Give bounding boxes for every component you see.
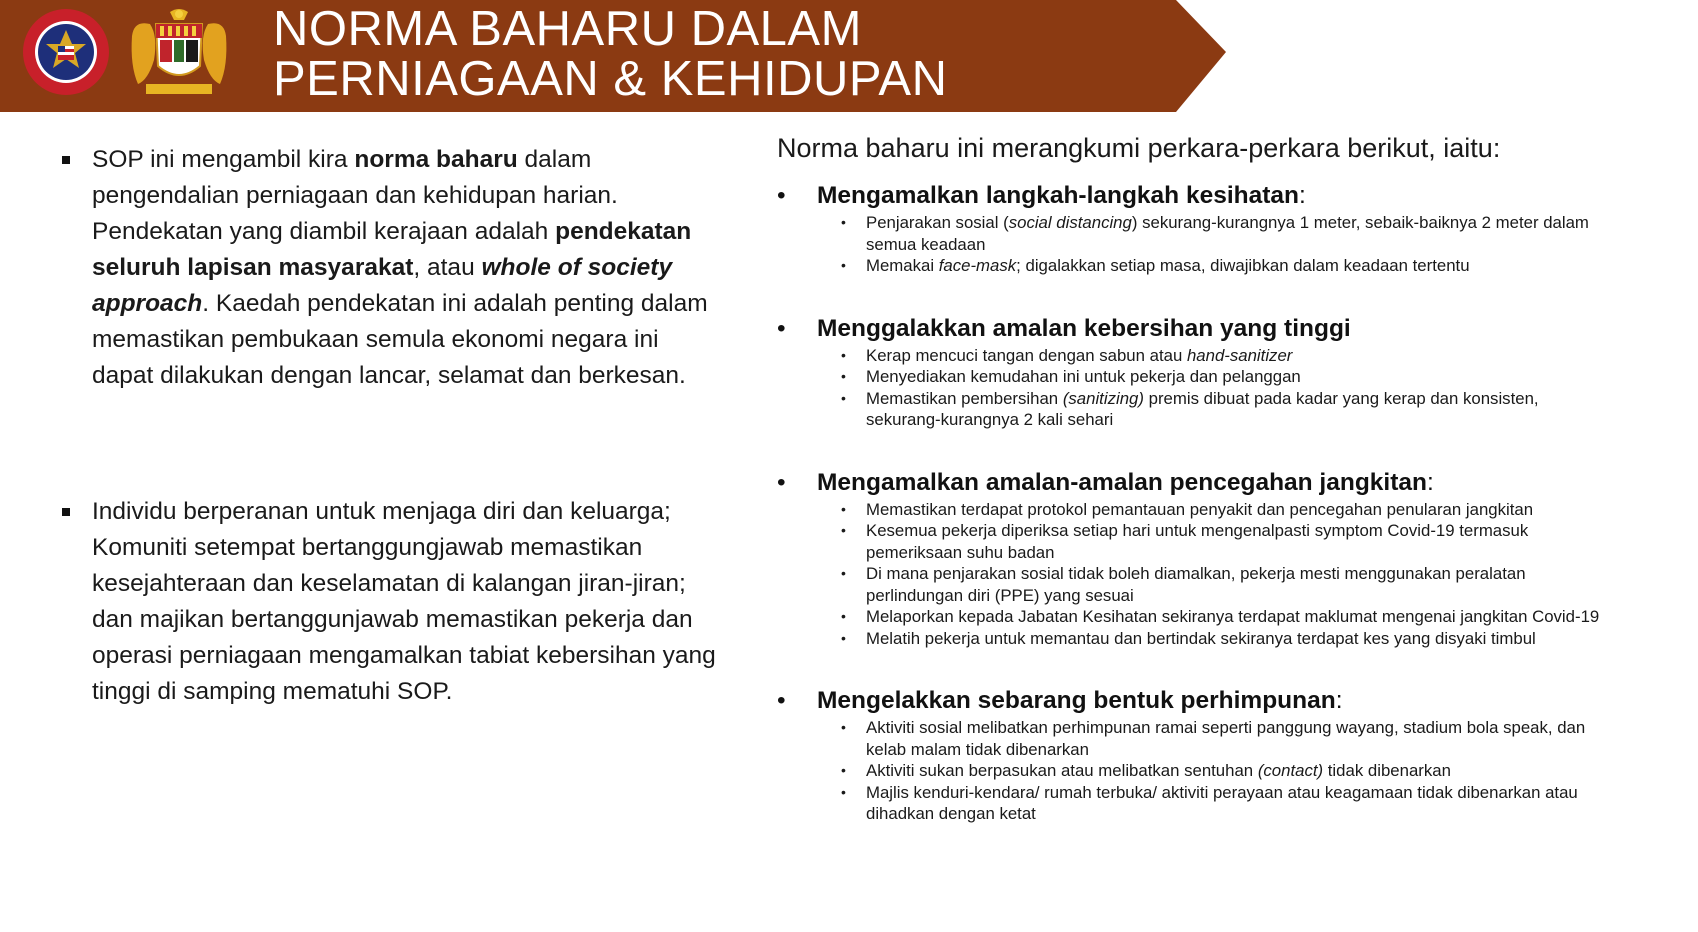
left-column [60,142,720,710]
section-health-measures [777,180,1607,277]
intro-text: Norma baharu ini merangkumi perkara-perkara berikut, iaitu: [777,133,1501,163]
list-item: • Memakai face-mask; digalakkan setiap masa, diwajibkan dalam keadaan tertentu [841,256,1470,275]
list-item: • Melatih pekerja untuk memantau dan bertindak sekiranya terdapat kes yang disyaki timbul [841,628,1536,648]
title-line-1: NORMA BAHARU DALAM [273,2,862,56]
section-avoid-gatherings [777,685,1607,825]
right-column [777,130,1607,825]
section-hygiene [777,313,1607,431]
section-heading: • Mengamalkan amalan-amalan pencegahan jangkitan: [777,468,1434,496]
list-item: • Melaporkan kepada Jabatan Kesihatan sekiranya terdapat maklumat mengenai jangkitan Covid-19 [841,607,1600,626]
page-title [273,4,947,104]
section-heading: • Mengamalkan langkah-langkah kesihatan: [777,182,1306,209]
list-item: • Memastikan pembersihan (sanitizing) premis dibuat pada kadar yang kerap dan konsisten, sekurang-kurangnya 2 kali sehari [841,388,1539,429]
nsc-emblem-icon [22,8,110,96]
left-paragraph-1: SOP ini mengambil kira norma baharu dalam pengendalian perniagaan dan kehidupan harian. Pendekatan yang diambil kerajaan adalah pendekatan seluruh lapisan masyarakat, atau whole of society approach. Kaedah pendekatan ini adalah penting dalam memastikan pembukaan semula ekonomi negara ini dapat dilakukan dengan lancar, selamat dan berkesan. [60,142,720,394]
list-item: • Majlis kenduri-kendara/ rumah terbuka/ aktiviti perayaan atau keagamaan tidak dibenarkan atau dihadkan dengan ketat [841,782,1578,823]
list-item: • Kerap mencuci tangan dengan sabun atau hand-sanitizer [841,345,1293,365]
section-heading: • Menggalakkan amalan kebersihan yang tinggi [777,314,1351,342]
list-item: • Memastikan terdapat protokol pemantauan penyakit dan pencegahan penularan jangkitan [841,499,1534,519]
title-line-2: PERNIAGAAN & KEHIDUPAN [273,52,948,106]
list-item: • Penjarakan sosial (social distancing) sekurang-kurangnya 1 meter, sebaik-baiknya 2 meter dalam semua keadaan [841,213,1589,254]
header-banner [0,0,1698,112]
coat-of-arms-icon [124,6,234,100]
left-paragraph-2: Individu berperanan untuk menjaga diri dan keluarga; Komuniti setempat bertanggungjawab memastikan kesejahteraan dan keselamatan di kalangan jiran-jiran; dan majikan bertanggunjawab memastikan pekerja dan operasi perniagaan mengamalkan tabiat kebersihan yang tinggi di samping mematuhi SOP. [60,494,720,710]
list-item: • Aktiviti sukan berpasukan atau melibatkan sentuhan (contact) tidak dibenarkan [841,761,1451,780]
square-bullet-icon [62,156,70,164]
section-heading: • Mengelakkan sebarang bentuk perhimpunan: [777,687,1343,714]
square-bullet-icon [62,508,70,516]
section-infection-prevention [777,467,1607,650]
list-item: • Aktiviti sosial melibatkan perhimpunan ramai seperti panggung wayang, stadium bola speak, dan kelab malam tidak dibenarkan [841,718,1586,759]
list-item: • Kesemua pekerja diperiksa setiap hari untuk mengenalpasti symptom Covid-19 termasuk pemeriksaan suhu badan [841,521,1529,562]
list-item: • Di mana penjarakan sosial tidak boleh diamalkan, pekerja mesti menggunakan peralatan perlindungan diri (PPE) yang sesuai [841,564,1526,605]
list-item: • Menyediakan kemudahan ini untuk pekerja dan pelanggan [841,367,1301,386]
